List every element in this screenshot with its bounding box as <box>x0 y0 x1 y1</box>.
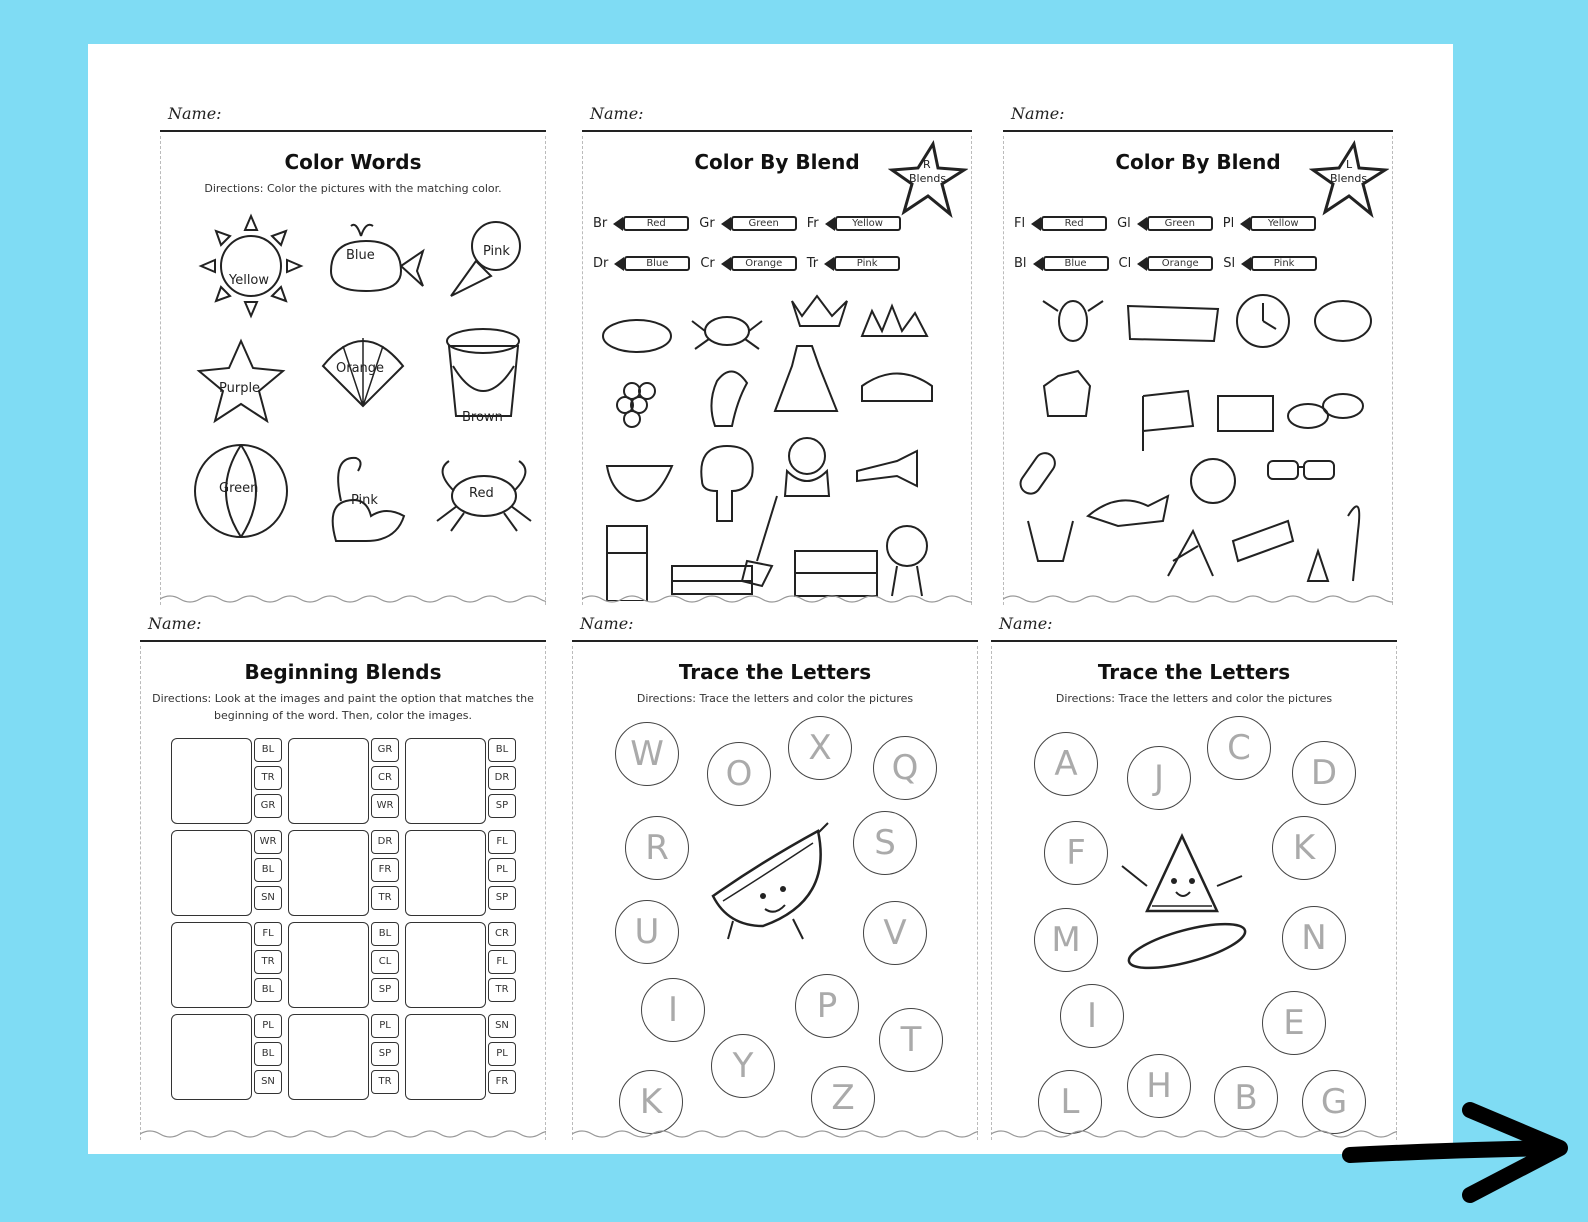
blend-option[interactable]: DR <box>371 830 399 854</box>
wavy-border <box>160 593 546 605</box>
wavy-border <box>140 1128 546 1140</box>
arrow-right-icon <box>1330 1100 1588 1210</box>
blend-option[interactable]: BL <box>488 738 516 762</box>
blend-option[interactable]: SP <box>371 1042 399 1066</box>
picture-cell <box>288 738 369 824</box>
trace-letter-circle[interactable]: W <box>615 722 679 786</box>
blend-pictures-icon <box>597 291 957 601</box>
name-label: Name: <box>1011 104 1065 123</box>
blend-option[interactable]: SN <box>254 886 282 910</box>
worksheet-trace-letters-1 <box>572 610 978 1140</box>
blend-option[interactable]: BL <box>254 978 282 1002</box>
picture-cell <box>288 1014 369 1100</box>
badge-letter: L <box>1346 158 1353 171</box>
trace-letter-circle[interactable]: L <box>1038 1070 1102 1134</box>
worksheet-title: Color Words <box>284 150 422 174</box>
trace-letter-circle[interactable]: Y <box>711 1034 775 1098</box>
trace-letter-circle[interactable]: B <box>1214 1066 1278 1130</box>
blend-option[interactable]: BL <box>254 1042 282 1066</box>
blend-option[interactable]: CR <box>371 766 399 790</box>
crayon-icon: Green <box>721 216 797 231</box>
blend-row: Dr Blue Cr Orange Tr Pink <box>593 256 900 271</box>
blend-option[interactable]: BL <box>254 738 282 762</box>
badge-letter: R <box>923 158 931 171</box>
trace-letter-circle[interactable]: T <box>879 1008 943 1072</box>
badge-text: Blends <box>909 172 947 185</box>
worksheet-title: Beginning Blends <box>244 660 442 684</box>
name-line <box>572 610 978 642</box>
name-line <box>140 610 546 642</box>
trace-letter-circle[interactable]: C <box>1207 716 1271 780</box>
trace-letter-circle[interactable]: H <box>1127 1054 1191 1118</box>
blend-row: Br Red Gr Green Fr Yellow <box>593 216 901 231</box>
name-label: Name: <box>168 104 222 123</box>
picture-cell <box>405 1014 486 1100</box>
blend-grid <box>171 738 523 1108</box>
blend-option[interactable]: DR <box>488 766 516 790</box>
blend-option[interactable]: SP <box>488 886 516 910</box>
blend-option[interactable]: TR <box>371 886 399 910</box>
blend-option[interactable]: CR <box>488 922 516 946</box>
crayon-icon: Orange <box>721 256 797 271</box>
blend-option[interactable]: SN <box>254 1070 282 1094</box>
watermelon-skateboard-icon <box>1112 826 1272 976</box>
name-line <box>1003 100 1393 132</box>
trace-letter-circle[interactable]: K <box>1272 816 1336 880</box>
trace-letter-circle[interactable]: I <box>1060 984 1124 1048</box>
trace-letter-circle[interactable]: M <box>1034 908 1098 972</box>
blend-option[interactable]: FR <box>371 858 399 882</box>
worksheet-title: Trace the Letters <box>1097 660 1291 684</box>
blend-option[interactable]: TR <box>254 766 282 790</box>
trace-letter-circle[interactable]: Z <box>811 1066 875 1130</box>
blend-option[interactable]: SP <box>488 794 516 818</box>
watermelon-character-icon <box>703 821 843 951</box>
blend-option[interactable]: GR <box>371 738 399 762</box>
crayon-icon: Pink <box>1241 256 1317 271</box>
worksheet-title: Trace the Letters <box>678 660 872 684</box>
color-label: Purple <box>219 381 261 396</box>
blend-option[interactable]: WR <box>254 830 282 854</box>
whale-icon <box>321 216 431 306</box>
worksheet-preview-sheet <box>88 44 1453 1154</box>
crayon-icon: Yellow <box>1240 216 1316 231</box>
color-label: Orange <box>336 361 385 376</box>
crayon-icon: Green <box>1137 216 1213 231</box>
crayon-icon: Blue <box>1033 256 1109 271</box>
sun-icon <box>191 206 311 326</box>
name-label: Name: <box>580 614 634 633</box>
trace-letter-circle[interactable]: G <box>1302 1070 1366 1134</box>
trace-letter-circle[interactable]: Q <box>873 736 937 800</box>
color-label: Pink <box>483 244 510 259</box>
crayon-icon: Pink <box>824 256 900 271</box>
crayon-icon: Orange <box>1137 256 1213 271</box>
name-label: Name: <box>590 104 644 123</box>
picture-cell <box>171 1014 252 1100</box>
blend-row: Bl Blue Cl Orange Sl Pink <box>1014 256 1317 271</box>
name-line <box>582 100 972 132</box>
worksheet-color-by-blend-r <box>582 100 972 605</box>
color-label: Red <box>469 486 494 501</box>
picture-cell <box>171 922 252 1008</box>
worksheet-directions: Directions: Trace the letters and color the pictures <box>1055 692 1333 705</box>
blend-option[interactable]: FL <box>254 922 282 946</box>
blend-option[interactable]: FL <box>488 950 516 974</box>
blend-option[interactable]: CL <box>371 950 399 974</box>
worksheet-title: Color By Blend <box>694 150 860 174</box>
blend-option[interactable]: GR <box>254 794 282 818</box>
wavy-border <box>582 593 972 605</box>
trace-letter-circle[interactable]: X <box>788 716 852 780</box>
ice-cream-icon <box>441 216 531 306</box>
picture-cell <box>405 922 486 1008</box>
name-line <box>160 100 546 132</box>
color-label: Yellow <box>229 273 270 288</box>
picture-cell <box>405 830 486 916</box>
color-label: Green <box>219 481 259 496</box>
trace-letter-circle[interactable]: K <box>619 1070 683 1134</box>
trace-letter-circle[interactable]: U <box>615 900 679 964</box>
picture-cell <box>288 830 369 916</box>
worksheet-title: Color By Blend <box>1115 150 1281 174</box>
name-line <box>991 610 1397 642</box>
trace-letter-circle[interactable]: D <box>1292 741 1356 805</box>
blend-option[interactable]: FL <box>488 830 516 854</box>
blend-option[interactable]: PL <box>488 1042 516 1066</box>
trace-letter-circle[interactable]: P <box>795 974 859 1038</box>
trace-letter-circle[interactable]: R <box>625 816 689 880</box>
trace-letter-circle[interactable]: I <box>641 978 705 1042</box>
trace-letter-circle[interactable]: A <box>1034 732 1098 796</box>
crayon-icon: Blue <box>614 256 690 271</box>
bucket-icon <box>441 321 526 421</box>
blend-option[interactable]: SP <box>371 978 399 1002</box>
blend-option[interactable]: TR <box>254 950 282 974</box>
worksheet-directions: Directions: Color the pictures with the matching color. <box>204 182 502 195</box>
crayon-icon: Red <box>613 216 689 231</box>
blend-option[interactable]: PL <box>371 1014 399 1038</box>
blend-option[interactable]: BL <box>371 922 399 946</box>
blend-option[interactable]: TR <box>488 978 516 1002</box>
wavy-border <box>1003 593 1393 605</box>
picture-cell <box>288 922 369 1008</box>
blend-option[interactable]: TR <box>371 1070 399 1094</box>
trace-letter-circle[interactable]: N <box>1282 906 1346 970</box>
blend-option[interactable]: PL <box>488 858 516 882</box>
name-label: Name: <box>999 614 1053 633</box>
wavy-border <box>572 1128 978 1140</box>
trace-letter-circle[interactable]: J <box>1127 746 1191 810</box>
color-label: Pink <box>351 493 378 508</box>
worksheet-directions: Directions: Trace the letters and color the pictures <box>636 692 914 705</box>
picture-cell <box>171 830 252 916</box>
trace-letter-circle[interactable]: O <box>707 742 771 806</box>
blend-option[interactable]: WR <box>371 794 399 818</box>
blend-option[interactable]: PL <box>254 1014 282 1038</box>
badge-text: Blends <box>1330 172 1368 185</box>
trace-letter-circle[interactable]: F <box>1044 821 1108 885</box>
picture-cell <box>405 738 486 824</box>
worksheet-color-by-blend-l <box>1003 100 1393 605</box>
worksheet-beginning-blends <box>140 610 546 1140</box>
name-label: Name: <box>148 614 202 633</box>
blend-option[interactable]: SN <box>488 1014 516 1038</box>
worksheet-color-words <box>160 100 546 605</box>
trace-letter-circle[interactable]: S <box>853 811 917 875</box>
trace-letter-circle[interactable]: V <box>863 901 927 965</box>
worksheet-directions: Directions: Look at the images and paint the option that matches the beginning of the word. Then, color the images. <box>152 692 534 722</box>
color-label: Brown <box>462 410 503 425</box>
blend-option[interactable]: BL <box>254 858 282 882</box>
worksheet-trace-letters-2 <box>991 610 1397 1140</box>
crayon-icon: Yellow <box>825 216 901 231</box>
trace-letter-circle[interactable]: E <box>1262 991 1326 1055</box>
picture-cell <box>171 738 252 824</box>
color-label: Blue <box>346 248 375 263</box>
crayon-icon: Red <box>1031 216 1107 231</box>
blend-pictures-icon <box>1018 291 1378 601</box>
blend-option[interactable]: FR <box>488 1070 516 1094</box>
blend-row: Fl Red Gl Green Pl Yellow <box>1014 216 1316 231</box>
